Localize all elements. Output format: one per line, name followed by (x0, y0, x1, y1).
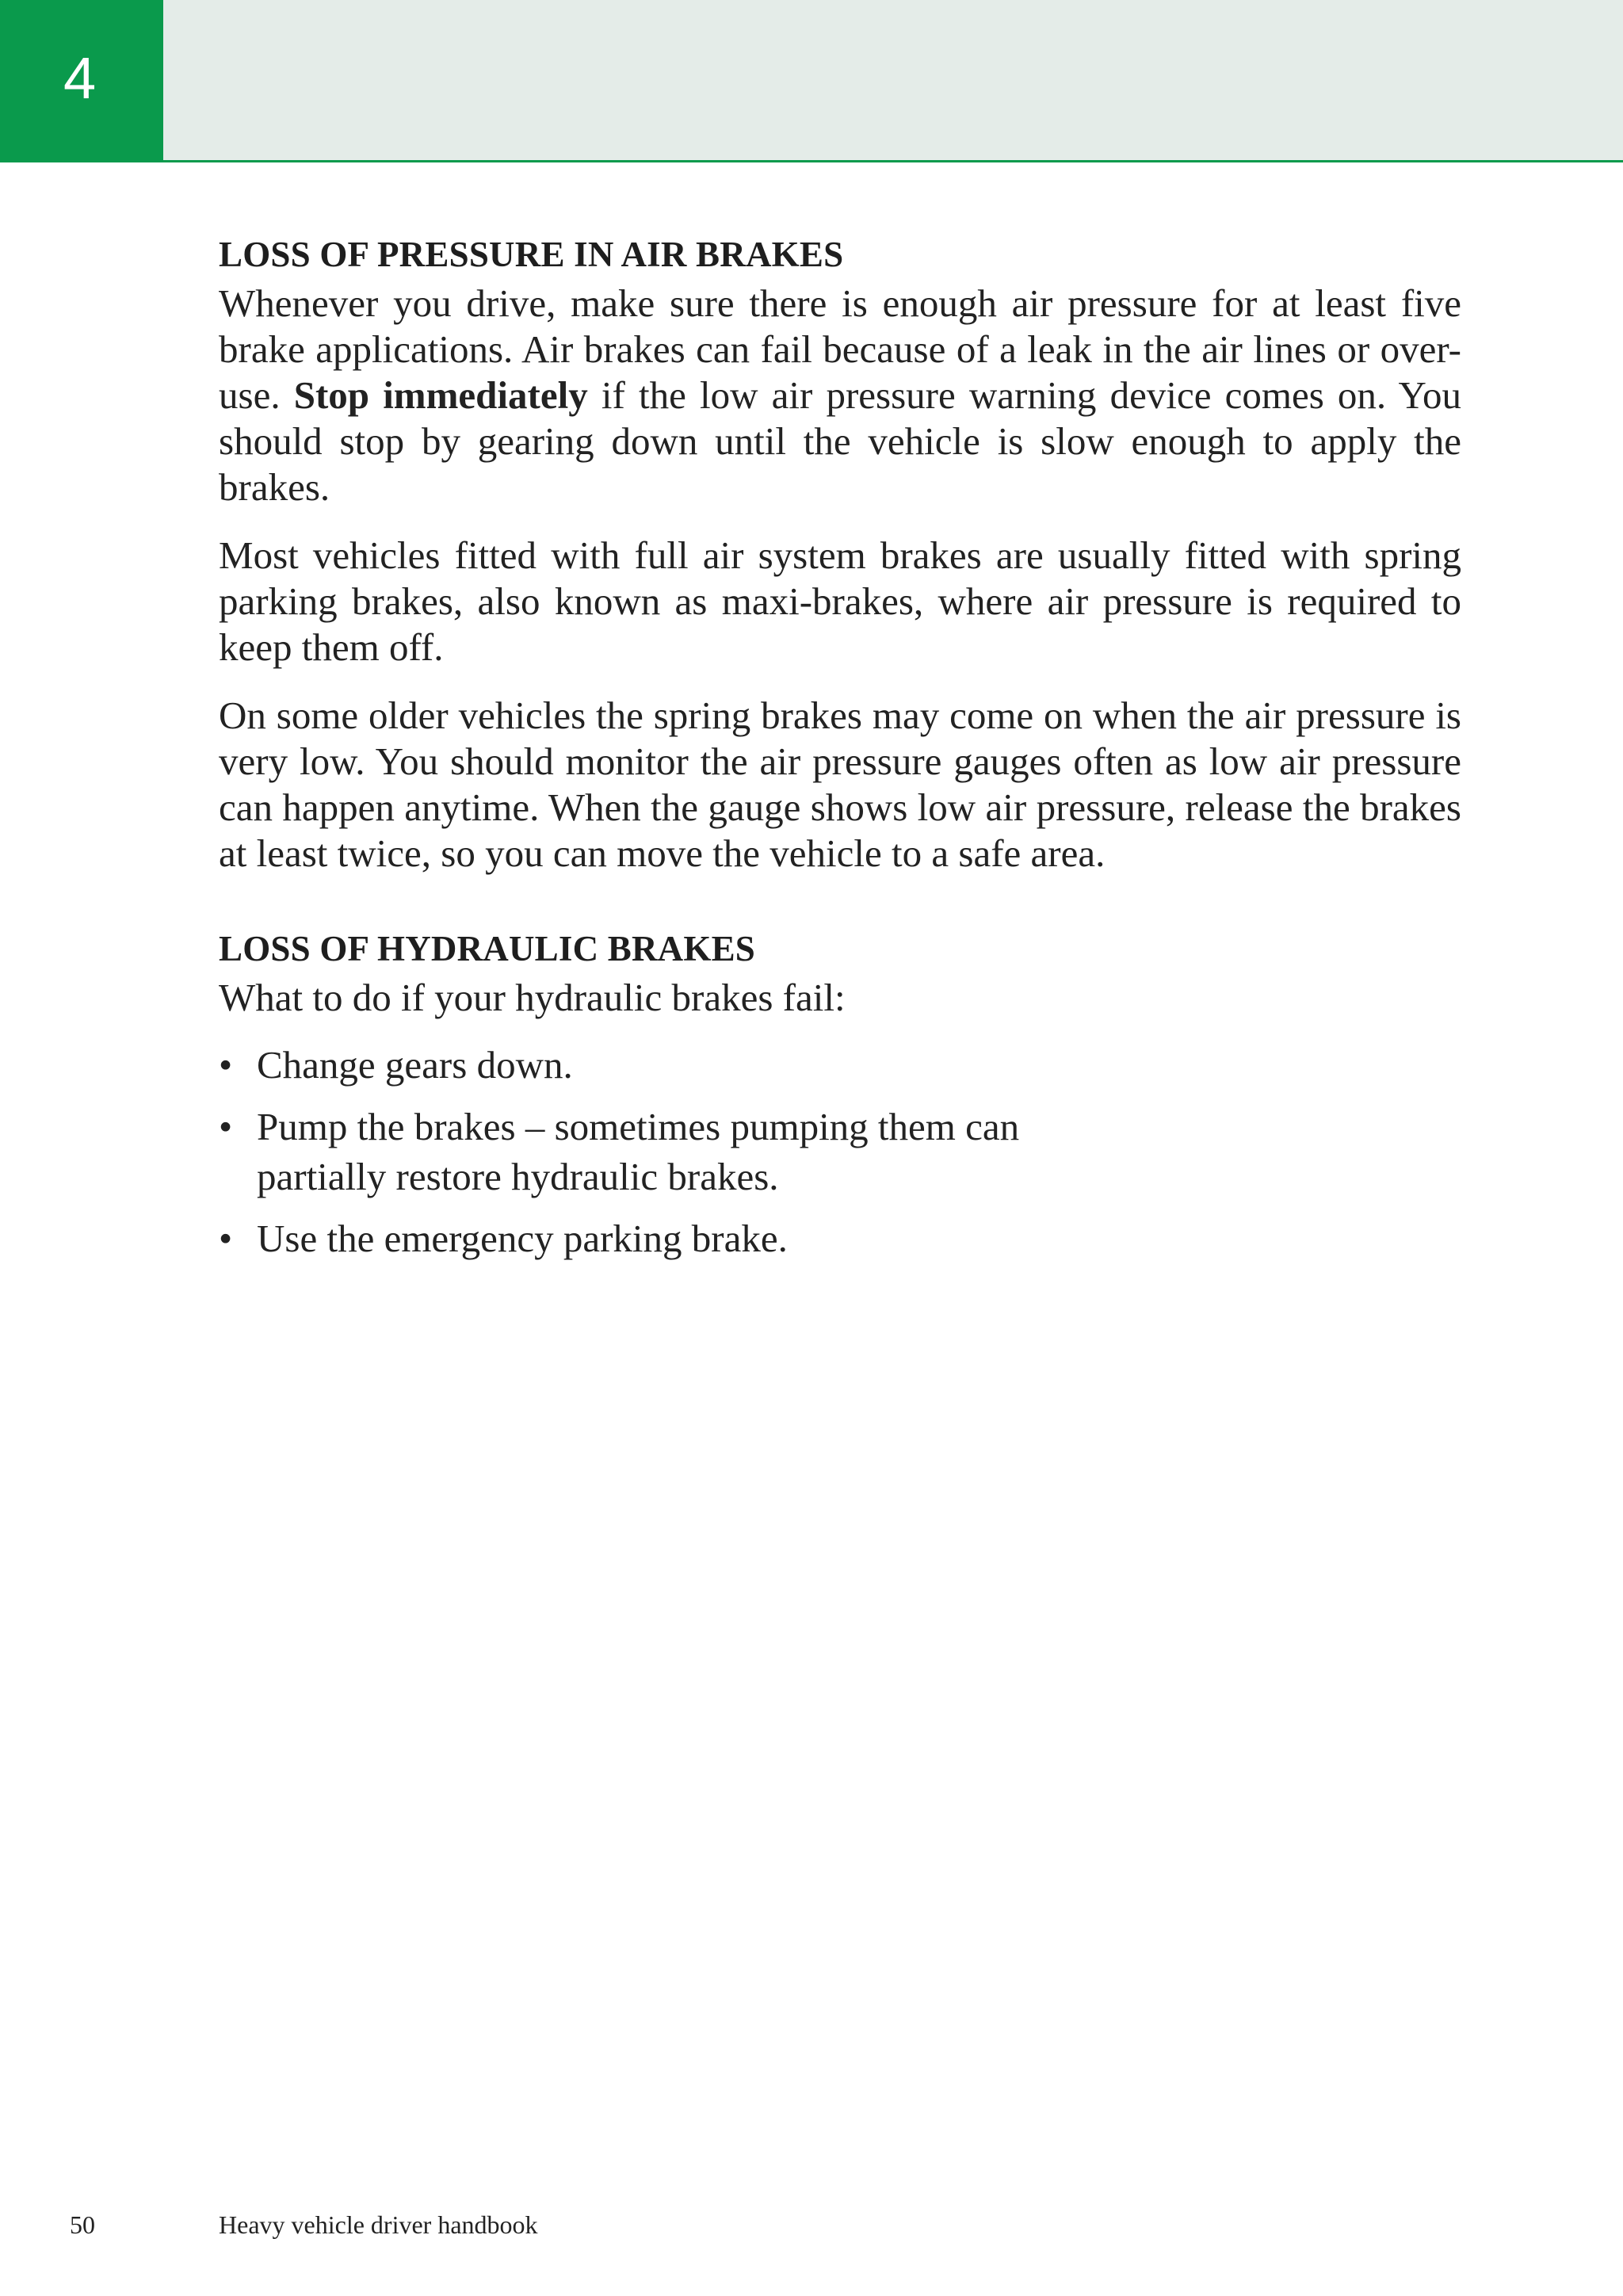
section-heading-air-brakes: LOSS OF PRESSURE IN AIR BRAKES (219, 235, 844, 274)
hydraulic-steps-list (219, 1040, 1043, 1263)
list-item-text: Change gears down. (257, 1043, 573, 1087)
chapter-tab (0, 0, 163, 162)
paragraph-spring-brakes: Most vehicles fitted with full air system brakes are usually fitted with spring parking brakes, also known as maxi-brakes, where air pressure is required to keep them off. (219, 533, 1461, 669)
list-item (219, 1213, 1043, 1263)
paragraph-air-pressure-start: Whenever you drive, make sure there is enough air pressure for at least five brake applications. Air brakes can fail because of a leak in the air lines or over-use. (219, 281, 1461, 417)
section-heading-hydraulic-brakes: LOSS OF HYDRAULIC BRAKES (219, 929, 756, 968)
hydraulic-intro: What to do if your hydraulic brakes fail: (219, 976, 846, 1019)
bullet-icon: • (219, 1043, 233, 1087)
list-item (219, 1102, 1043, 1201)
list-item (219, 1040, 1043, 1090)
paragraph-air-pressure (219, 281, 1461, 510)
stop-immediately-emphasis: Stop immediately (293, 373, 588, 417)
page-number: 50 (70, 2210, 95, 2239)
header-band (0, 0, 1623, 162)
page-content (219, 228, 1461, 1275)
bullet-icon: • (219, 1105, 233, 1148)
list-item-text: Use the emergency parking brake. (257, 1217, 788, 1260)
footer-title: Heavy vehicle driver handbook (219, 2210, 538, 2239)
paragraph-air-pressure-end: if the low air pressure warning device comes on. You should stop by gearing down until the vehicle is slow enough to apply the brakes. (219, 373, 1461, 509)
bullet-icon: • (219, 1217, 233, 1260)
chapter-number: 4 (63, 45, 97, 111)
paragraph-older-vehicles: On some older vehicles the spring brakes may come on when the air pressure is very low. You should monitor the air pressure gauges often as low air pressure can happen anytime. When the gauge shows low air pressure, release the brakes at least twice, so you can move the vehicle to a safe area. (219, 693, 1461, 875)
list-item-text: Pump the brakes – sometimes pumping them can partially restore hydraulic brakes. (257, 1105, 1020, 1198)
